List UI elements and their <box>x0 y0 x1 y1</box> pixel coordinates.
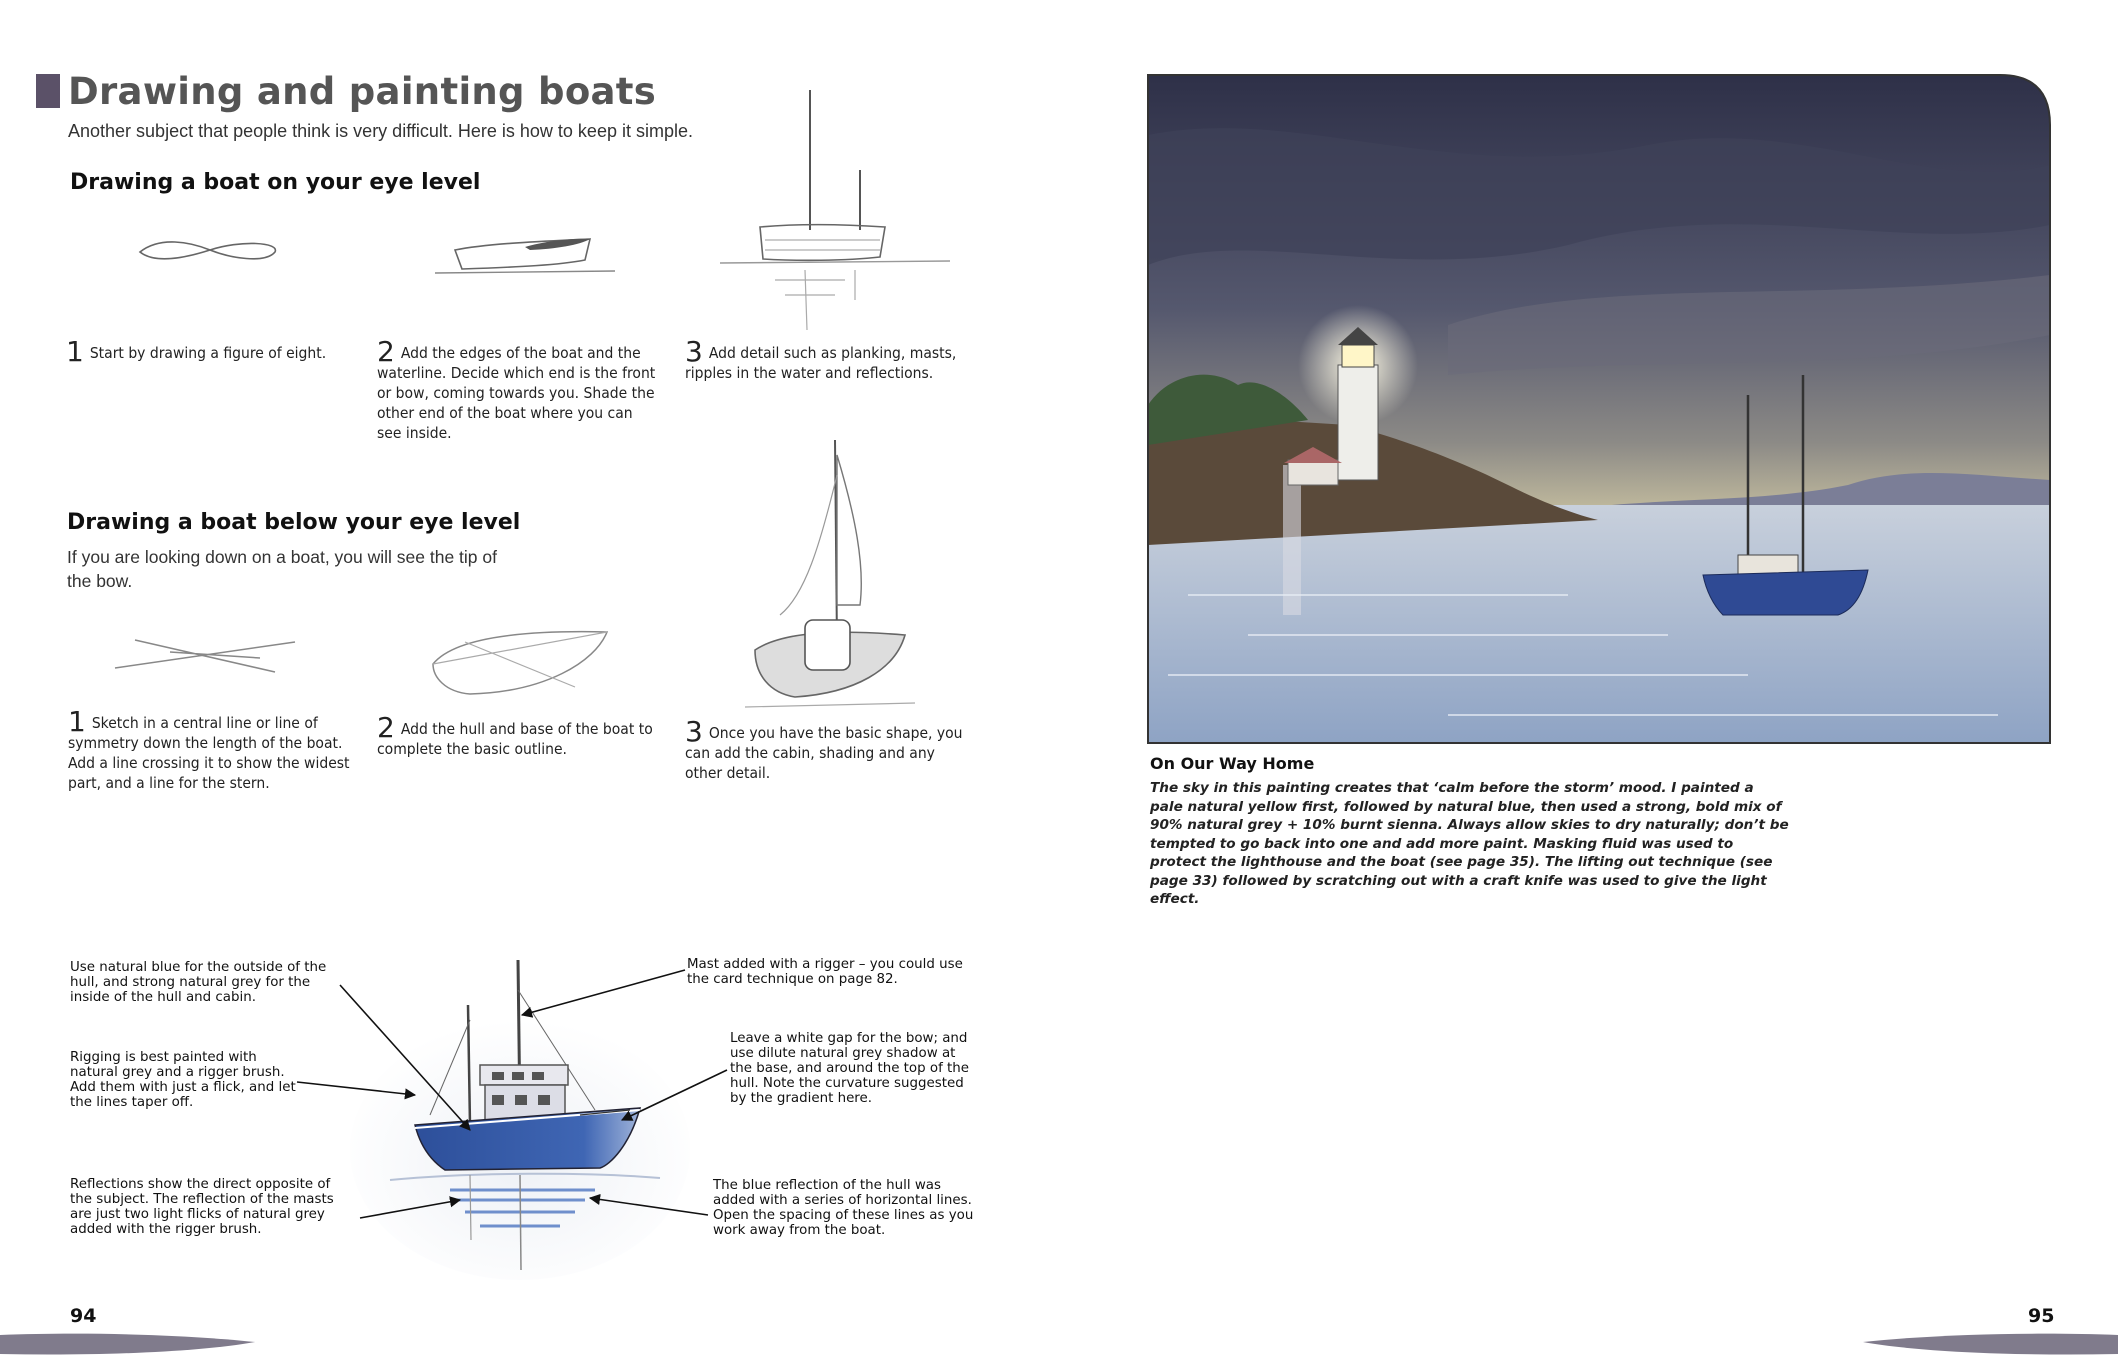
page-number-right: 95 <box>2028 1305 2055 1327</box>
callout-mast: Mast added with a rigger – you could use the card technique on page 82. <box>687 957 963 987</box>
step-1-eye-level: 1 Start by drawing a figure of eight. <box>66 335 327 368</box>
painting-caption: The sky in this painting creates that ‘calm before the storm’ mood. I painted a pale natural yellow first, followed by natural blue, then used a strong, bold mix of 90% natural grey + 10% burnt sienna. Always allow skies to dry naturally; don’t be tempted to go back into one and add more paint. Masking fluid was used to protect the lighthouse and the boat (see page 35). The lifting out technique (see page 33) followed by scratching out with a craft knife was used to give the light effect. <box>1150 780 1789 907</box>
callout-arrows <box>0 0 1000 1372</box>
section-intro-below-eye-level: If you are looking down on a boat, you will see the tip of the bow. <box>67 547 497 591</box>
lighthouse-painting <box>1148 75 2050 743</box>
step-1-below-eye-level: 1 Sketch in a central line or line of symmetry down the length of the boat. Add a line crossing it to show the widest part, and a line for the stern. <box>68 705 350 792</box>
painting-caption-title: On Our Way Home <box>1150 754 1315 773</box>
step-3-below-eye-level: 3 Once you have the basic shape, you can add the cabin, shading and any other detail. <box>685 715 963 782</box>
section-heading-below-eye-level: Drawing a boat below your eye level <box>67 510 521 535</box>
step-2-eye-level: 2 Add the edges of the boat and the waterline. Decide which end is the front or bow, coming towards you. Shade the other end of the boat where you can see inside. <box>377 335 656 442</box>
callout-blue-reflection: The blue reflection of the hull was added with a series of horizontal lines. Open the spacing of these lines as you work away from the boat. <box>713 1178 974 1238</box>
brush-stroke-left <box>0 1330 260 1360</box>
step-2-below-eye-level: 2 Add the hull and base of the boat to complete the basic outline. <box>377 711 653 758</box>
section-heading-eye-level: Drawing a boat on your eye level <box>70 170 481 195</box>
page-number-left: 94 <box>70 1305 97 1327</box>
step-3-eye-level: 3 Add detail such as planking, masts, ripples in the water and reflections. <box>685 335 957 382</box>
page-subtitle: Another subject that people think is very difficult. Here is how to keep it simple. <box>68 121 693 141</box>
callout-bow-gap: Leave a white gap for the bow; and use dilute natural grey shadow at the base, and around the top of the hull. Note the curvature suggested by the gradient here. <box>730 1031 970 1106</box>
callout-reflections: Reflections show the direct opposite of the subject. The reflection of the masts are just two light flicks of natural grey added with the rigger brush. <box>70 1177 334 1237</box>
brush-stroke-right <box>1858 1330 2118 1360</box>
page-title: Drawing and painting boats <box>68 70 657 113</box>
callout-rigging: Rigging is best painted with natural grey and a rigger brush. Add them with just a flick, and let the lines taper off. <box>70 1050 296 1110</box>
callout-hull-colours: Use natural blue for the outside of the hull, and strong natural grey for the inside of the hull and cabin. <box>70 960 327 1005</box>
